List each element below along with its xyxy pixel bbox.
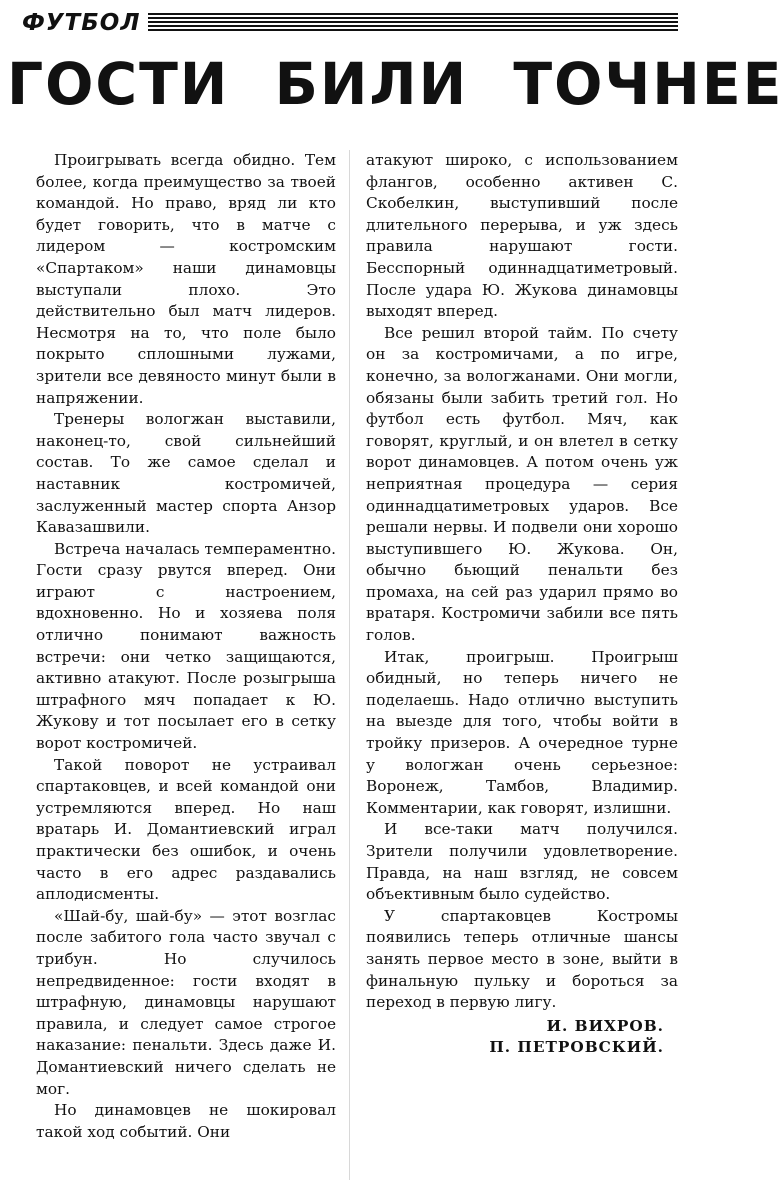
paragraph: Но динамовцев не шокировал такой ход событий. Они (36, 1101, 336, 1141)
paragraph: Такой поворот не устраивал спартаковцев, и всей командой они устремляются вперед. Но наш вратарь И. Домантиевский играл практически без ошибок, и очень часто в его адрес раздавались аплодисменты. (36, 755, 336, 904)
paragraph: «Шай-бу, шай-бу» — этот возглас после забитого гола часто звучал с трибун. Но случилось непредвиденное: гости входят в штрафную, динамовцы нарушают правила, и следует самое строгое наказание: пенальти. Здесь даже И. Домантиевский ничего сделать не мог. (36, 906, 336, 1098)
rubric-label: ФУТБОЛ (22, 10, 141, 36)
author-signature (366, 1016, 678, 1059)
paragraph: Встреча началась темпераментно. Гости сразу рвутся вперед. Они играют с настроением, вдохновенно. Но и хозяева поля отлично понимают важность встречи: они четко защищаются, активно атакуют. После розыгрыша штрафного мяч попадает к Ю. Жукову и тот посылает его в сетку ворот костромичей. (36, 539, 336, 753)
paragraph: И все-таки матч получился. Зрители получили удовлетворение. Правда, на наш взгляд, не совсем объективным было судейство. (366, 820, 678, 904)
article-headline: ГОСТИ БИЛИ ТОЧНЕЕ (6, 50, 783, 118)
author-name: П. ПЕТРОВСКИЙ. (489, 1038, 664, 1057)
section-rubric (22, 10, 678, 36)
paragraph: У спартаковцев Костромы появились теперь отличные шансы занять первое место в зоне, выйти в финальную пульку и бороться за переход в первую лигу. (366, 906, 678, 1012)
article-column-left (36, 150, 336, 1143)
author-name: И. ВИХРОВ. (546, 1016, 664, 1035)
paragraph: Итак, проигрыш. Проигрыш обидный, но теперь ничего не поделаешь. Надо отлично выступить на выезде для того, чтобы войти в тройку призеров. А очередное турне у вологжан очень серьезное: Воронеж, Тамбов, Владимир. Комментарии, как говорят, излишни. (366, 647, 678, 817)
rubric-rule-lines (148, 13, 678, 33)
paragraph: Тренеры вологжан выставили, наконец-то, свой сильнейший состав. То же самое сделал и наставник костромичей, заслуженный мастер спорта Анзор Кавазашвили. (36, 410, 336, 537)
paragraph-continued: атакуют широко, с использованием флангов, особенно активен С. Скобелкин, выступивший после длительного перерыва, и уж здесь правила нарушают гости. Бесспорный одиннадцатиметровый. После удара Ю. Жукова динамовцы выходят вперед. (366, 151, 678, 321)
column-divider (349, 150, 350, 1180)
article-column-right (366, 150, 678, 1059)
paragraph: Все решил второй тайм. По счету он за костромичами, а по игре, конечно, за вологжанами. Они могли, обязаны были забить третий гол. Но футбол есть футбол. Мяч, как говорят, круглый, и он влетел в сетку ворот динамовцев. А потом очень уж неприятная процедура — серия одиннадцатиметровых ударов. Все решали нервы. И подвели они хорошо выступившего Ю. Жукова. Он, обычно бьющий пенальти без промаха, на сей раз ударил прямо во вратаря. Костромичи забили все пять голов. (366, 323, 678, 645)
paragraph: Проигрывать всегда обидно. Тем более, когда преимущество за твоей командой. Но право, вряд ли кто будет говорить, что в матче с лидером — костромским «Спартаком» наши динамовцы выступали плохо. Это действительно был матч лидеров. Несмотря на то, что поле было покрыто сплошными лужами, зрители все девяносто минут были в напряжении. (36, 151, 336, 407)
